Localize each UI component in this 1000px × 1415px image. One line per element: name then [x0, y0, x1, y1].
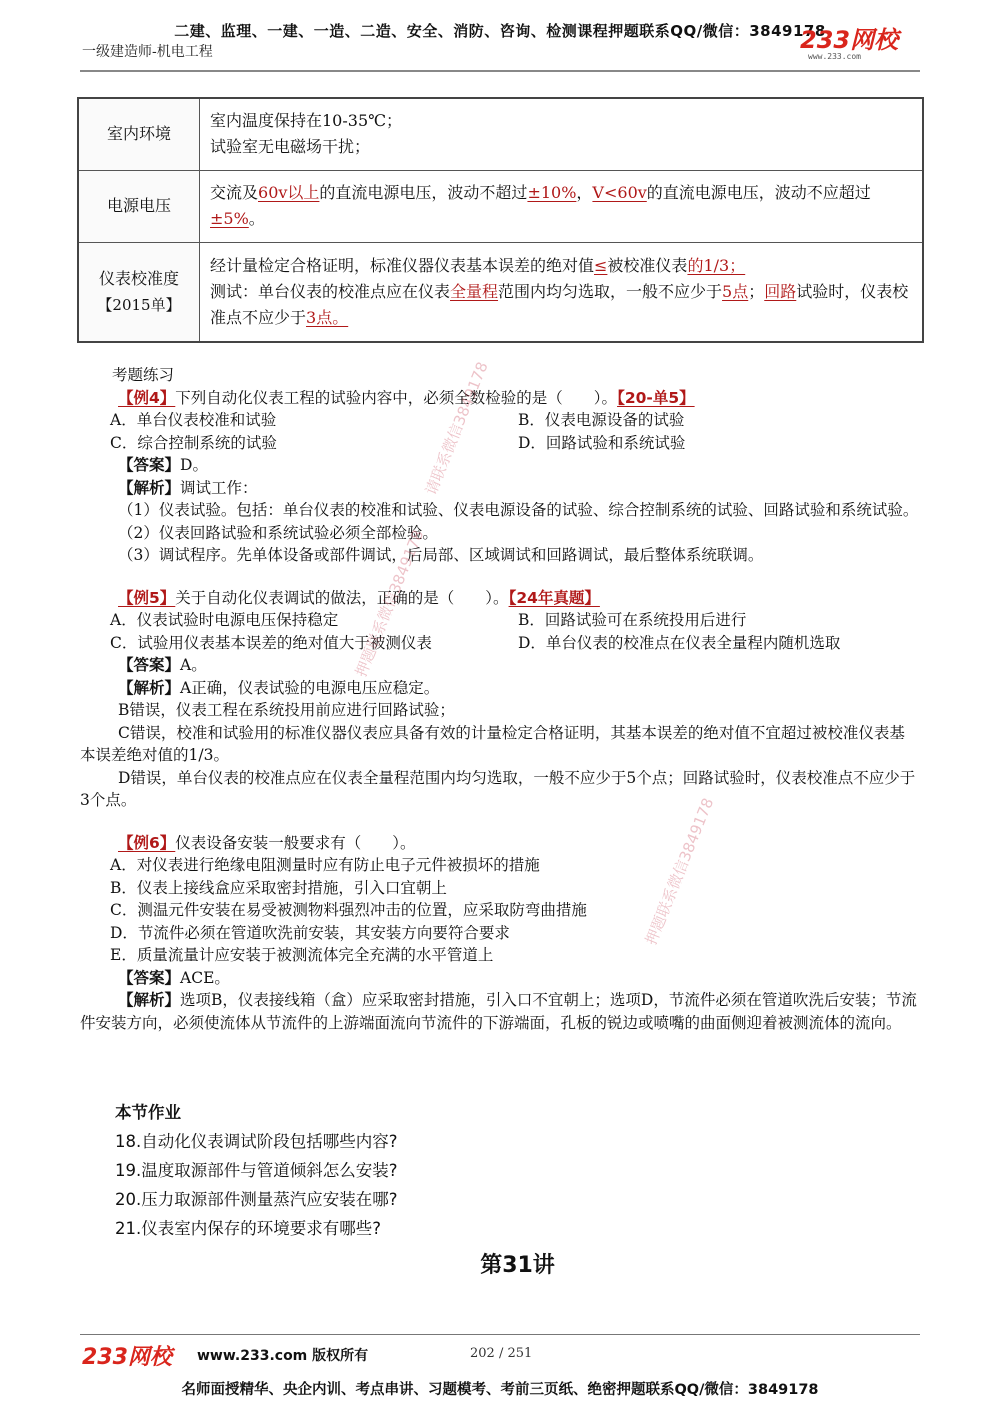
option-d: D．单台仪表的校准点在仪表全量程内随机选取	[518, 633, 841, 652]
table-key-source: 【2015单】	[97, 295, 181, 314]
header-top-line: 二建、监理、一建、一造、二造、安全、消防、咨询、检测课程押题联系QQ/微信：3849178	[174, 22, 826, 40]
option-a: A．仪表试验时电源电压保持稳定	[110, 611, 339, 629]
section-title: 考题练习	[112, 366, 175, 384]
table-line: 室内温度保持在10-35℃；	[210, 111, 403, 131]
spacer	[80, 812, 920, 832]
highlight-text: 的1/3；	[687, 255, 746, 275]
answer-tag: 【答案】	[118, 656, 181, 674]
text-run: ；	[748, 281, 765, 301]
table-line	[210, 279, 912, 331]
table-key	[78, 242, 200, 342]
highlight-text: 全量程	[450, 281, 499, 301]
question-tag: 【例4】	[118, 388, 176, 407]
option-a: A．单台仪表校准和试验	[110, 411, 277, 429]
analysis	[80, 989, 920, 1034]
option-c: C．测温元件安装在易受被测物料强烈冲击的位置，应采取防弯曲措施	[110, 901, 587, 919]
header-divider	[80, 70, 920, 72]
question-tag: 【例5】	[118, 588, 176, 607]
question-stem	[80, 587, 920, 610]
table-line: 试验室无电磁场干扰；	[210, 137, 371, 157]
page-number: 202 / 251	[470, 1346, 533, 1361]
explanation-line: D错误，单台仪表的校准点应在仪表全量程范围内均匀选取，一般不应少于5个点；回路试验时，仪表校准点不应少于3个点。	[80, 768, 916, 809]
spec-table	[77, 97, 924, 343]
explanation-line: B错误，仪表工程在系统投用前应进行回路试验；	[118, 701, 455, 719]
watermark: 押题联系微信3849178	[641, 795, 718, 948]
highlight-text: ≤	[594, 255, 608, 275]
answer	[80, 454, 920, 477]
footer-bottom-line: 名师面授精华、央企内训、考点串讲、习题模考、考前三页纸、绝密押题联系QQ/微信：3849178	[181, 1382, 819, 1398]
table-key-text: 仪表校准度	[98, 268, 179, 288]
table-value	[200, 170, 924, 242]
text-run: 被校准仪表	[607, 255, 688, 275]
analysis-text: A正确，仪表试验的电源电压应稳定。	[180, 678, 440, 697]
question-source: 【24年真题】	[508, 588, 600, 607]
table-line	[210, 253, 912, 279]
watermark: 押题联系微信3849178	[351, 527, 428, 680]
homework-section	[115, 1098, 398, 1243]
analysis	[80, 677, 920, 700]
text-run: 范围内均匀选取，一般不应少于	[498, 281, 723, 301]
highlight-text: 60v以上	[258, 183, 320, 202]
text-run: 。	[248, 209, 265, 228]
question-stem	[80, 832, 920, 855]
table-key: 室内环境	[78, 98, 200, 170]
analysis-tag: 【解析】	[118, 991, 181, 1009]
option-d: D．回路试验和系统试验	[518, 433, 686, 452]
options-row	[80, 409, 920, 432]
question-source: 【20-单5】	[617, 388, 695, 407]
option-a: A．对仪表进行绝缘电阻测量时应有防止电子元件被损坏的措施	[110, 856, 540, 874]
text-run: 交流及	[210, 183, 259, 202]
highlight-text: 3点。	[306, 307, 349, 327]
option-b: B．仪表上接线盒应采取密封措施，引入口宜朝上	[110, 878, 447, 897]
table-row	[78, 170, 923, 242]
answer-tag: 【答案】	[118, 968, 181, 987]
text-run: 试验时，仪表校准点不应少于	[210, 281, 909, 327]
question-text: 下列自动化仪表工程的试验内容中，必须全数检验的是（ ）。	[175, 388, 618, 407]
practice-section	[80, 364, 920, 1034]
analysis	[80, 477, 920, 500]
table-key: 电源电压	[78, 170, 200, 242]
table-row	[78, 98, 923, 170]
footer-site: www.233.com 版权所有	[197, 1348, 369, 1364]
table-value	[200, 98, 924, 170]
explanation-line: C错误，校准和试验用的标准仪器仪表应具备有效的计量检定合格证明，其基本误差的绝对值不宜超过被校准仪表基本误差绝对值的1/3。	[80, 723, 905, 764]
answer-tag: 【答案】	[118, 456, 181, 474]
option-c: C．试验用仪表基本误差的绝对值大于被测仪表	[110, 633, 432, 652]
watermark: 请联系微信3849178	[421, 359, 492, 498]
highlight-text: 5点	[722, 281, 749, 301]
text-run: 经计量检定合格证明，标准仪器仪表基本误差的绝对值	[210, 255, 595, 275]
option-d: D．节流件必须在管道吹洗前安装，其安装方向要符合要求	[110, 923, 510, 942]
question-text: 关于自动化仪表调试的做法，正确的是（ ）。	[175, 588, 509, 607]
homework-title: 本节作业	[115, 1103, 181, 1122]
answer	[80, 654, 920, 677]
highlight-text: V<60v	[592, 183, 647, 202]
text-run: 的直流电源电压，波动不超过	[319, 183, 528, 202]
option-b: B．仪表电源设备的试验	[518, 411, 685, 429]
table-row	[78, 242, 923, 342]
explanation-line: （3）调试程序。先单体设备或部件调试，后局部、区域调试和回路调试，最后整体系统联调。	[118, 546, 764, 564]
footer-logo: 233网校	[82, 1345, 172, 1370]
header-subtitle: 一级建造师-机电工程	[82, 44, 213, 60]
answer-text: D。	[180, 456, 208, 474]
spacer	[80, 567, 920, 587]
table-value	[200, 242, 924, 342]
explanation-line: （1）仪表试验。包括：单台仪表的校准和试验、仪表电源设备的试验、综合控制系统的试验、回路试验和系统试验。	[118, 501, 919, 519]
analysis-tag: 【解析】	[118, 478, 181, 497]
options-row	[80, 632, 920, 655]
highlight-text: 回路	[764, 281, 797, 301]
answer	[80, 967, 920, 990]
question-stem	[80, 387, 920, 410]
analysis-text: 调试工作：	[180, 478, 258, 497]
text-run: 测试：单台仪表的校准点应在仪表	[210, 281, 451, 301]
logo-brand: 233网校	[800, 26, 899, 54]
answer-text: ACE。	[180, 968, 230, 987]
options-row	[80, 609, 920, 632]
answer-text: A。	[180, 656, 207, 674]
homework-item: 20.压力取源部件测量蒸汽应安装在哪?	[115, 1190, 398, 1209]
analysis-tag: 【解析】	[118, 678, 181, 697]
highlight-text: ±5%	[210, 209, 249, 228]
option-e: E．质量流量计应安装于被测流体完全充满的水平管道上	[110, 946, 494, 964]
text-run: 的直流电源电压，波动不应超过	[646, 183, 871, 202]
option-b: B．回路试验可在系统投用后进行	[518, 611, 747, 629]
logo-site: www.233.com	[808, 52, 861, 61]
footer-divider	[80, 1334, 920, 1335]
text-run: ，	[576, 183, 593, 202]
option-c: C．综合控制系统的试验	[110, 433, 277, 452]
analysis-text: 选项B，仪表接线箱（盒）应采取密封措施，引入口不宜朝上；选项D，节流件必须在管道吹洗后安装；节流件安装方向，必须使流体从节流件的上游端面流向节流件的下游端面，孔板的锐边或喷嘴的曲面侧迎着被测流体的流向。	[80, 991, 917, 1032]
question-tag: 【例6】	[118, 833, 176, 852]
logo	[800, 28, 920, 64]
homework-item: 21.仪表室内保存的环境要求有哪些?	[115, 1219, 381, 1238]
homework-item: 19.温度取源部件与管道倾斜怎么安装?	[115, 1161, 398, 1180]
explanation-line: （2）仪表回路试验和系统试验必须全部检验。	[118, 523, 438, 542]
options-row	[80, 432, 920, 455]
highlight-text: ±10%	[527, 183, 577, 202]
question-text: 仪表设备安装一般要求有（ ）。	[175, 833, 416, 852]
lecture-heading: 第31讲	[480, 1253, 555, 1278]
homework-item: 18.自动化仪表调试阶段包括哪些内容?	[115, 1132, 398, 1151]
